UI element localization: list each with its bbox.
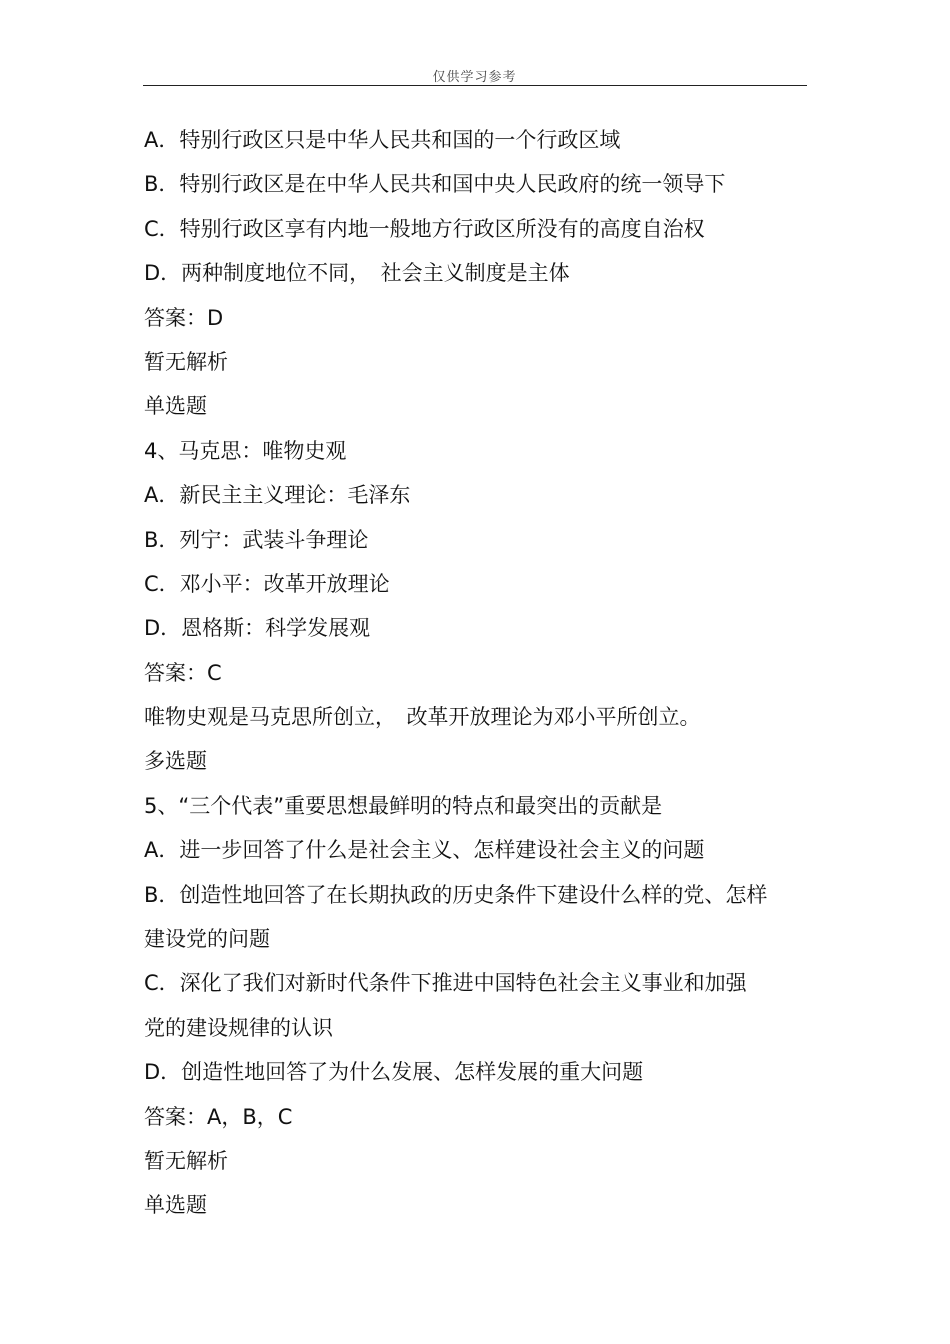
answer-q4: 答案：C [144,660,222,685]
answer-q3: 答案：D [144,305,224,330]
answer-q5: 答案：A，B，C [144,1104,293,1129]
explanation-q5: 暂无解析 [144,1148,228,1173]
explanation-q3: 暂无解析 [144,349,228,374]
option-c-q5-line2: 党的建设规律的认识 [144,1015,333,1040]
option-d-q4: D．恩格斯：科学发展观 [144,616,371,641]
option-a-q3: A．特别行政区只是中华人民共和国的一个行政区域 [144,128,621,152]
question-q5: 5、“三个代表”重要思想最鲜明的特点和最突出的贡献是 [144,793,663,818]
option-d-q3: D．两种制度地位不同， 社会主义制度是主体 [144,261,570,286]
option-c-q4: C．邓小平：改革开放理论 [144,571,390,596]
question-type-q4: 单选题 [144,394,207,419]
option-b-q3: B．特别行政区是在中华人民共和国中央人民政府的统一领导下 [144,172,726,197]
page-header: 仅供学习参考 [432,70,517,85]
option-a-q5: A．进一步回答了什么是社会主义、怎样建设社会主义的问题 [144,838,705,863]
option-d-q5: D．创造性地回答了为什么发展、怎样发展的重大问题 [144,1060,644,1085]
option-c-q5-line1: C．深化了我们对新时代条件下推进中国特色社会主义事业和加强 [144,971,747,996]
option-b-q4: B．列宁：武装斗争理论 [144,527,369,552]
header-divider [143,85,807,86]
option-b-q5-line1: B．创造性地回答了在长期执政的历史条件下建设什么样的党、怎样 [144,882,768,907]
question-q4: 4、马克思：唯物史观 [144,438,347,463]
explanation-q4: 唯物史观是马克思所创立， 改革开放理论为邓小平所创立。 [144,705,701,730]
option-a-q4: A．新民主主义理论：毛泽东 [144,483,411,508]
question-type-q5: 多选题 [144,749,207,774]
question-type-q6: 单选题 [144,1193,207,1218]
option-c-q3: C．特别行政区享有内地一般地方行政区所没有的高度自治权 [144,216,705,241]
option-b-q5-line2: 建设党的问题 [144,927,270,952]
document-body [144,118,808,1228]
